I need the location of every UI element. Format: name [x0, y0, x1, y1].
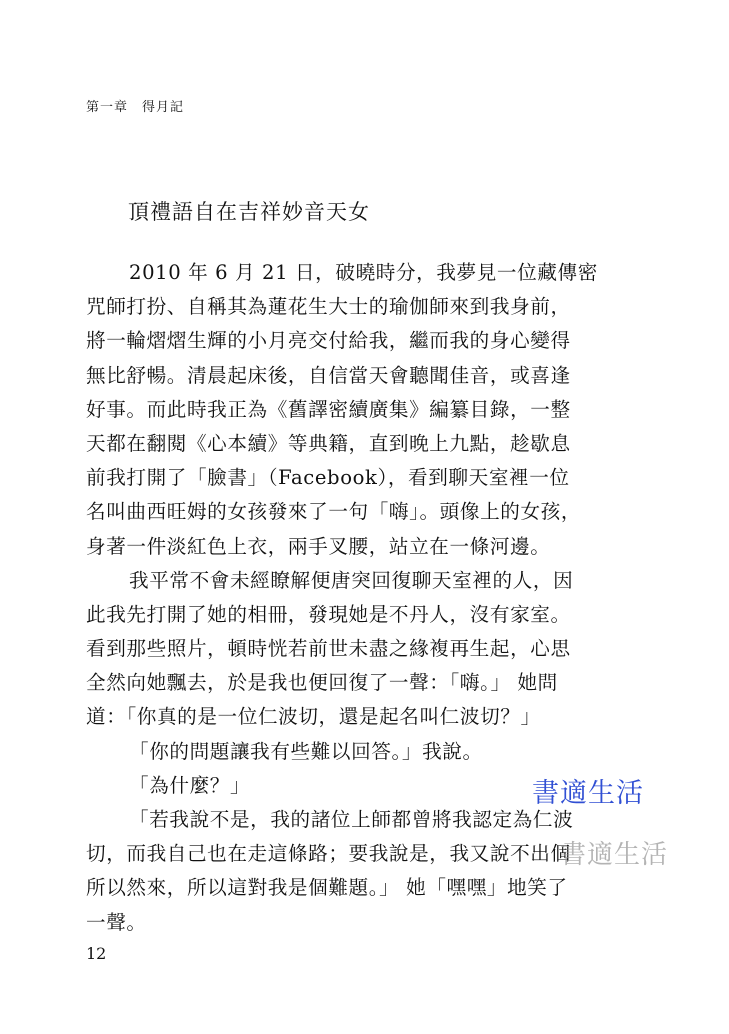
text-line: 身著一件淡紅色上衣，兩手叉腰，站立在一條河邊。	[86, 534, 551, 558]
text-line: 一聲。	[86, 910, 147, 934]
text-line: 「若我說不是，我的諸位上師都曾將我認定為仁波	[129, 808, 574, 831]
text-line: 看到那些照片，頓時恍若前世未盡之緣複再生起，心思	[86, 637, 571, 661]
text-line: 我平常不會未經瞭解便唐突回復聊天室裡的人，因	[129, 568, 574, 592]
text-line: 此我先打開了她的相冊，發現她是不丹人，沒有家室。	[86, 602, 571, 626]
text-line: 名叫曲西旺姆的女孩發來了一句「嗨」。頭像上的女孩，	[86, 500, 582, 524]
text-line: 「為什麼？」	[129, 773, 251, 797]
running-header	[86, 96, 184, 115]
text-line: 前我打開了「臉書」（Facebook），看到聊天室裡一位	[86, 466, 570, 490]
text-line: 天都在翻閱《心本續》等典籍，直到晚上九點，趁歇息	[86, 431, 571, 455]
chapter-number: 第一章	[86, 100, 129, 115]
watermark-secondary: 書適生活	[560, 840, 669, 870]
text-line: 全然向她飄去，於是我也便回復了一聲：「嗨。」 她問	[86, 671, 558, 695]
chapter-title: 得月記	[142, 100, 185, 115]
text-line: 2010 年 6 月 21 日，破曉時分，我夢見一位藏傳密	[129, 261, 598, 284]
text-line: 無比舒暢。清晨起床後，自信當天會聽聞佳音，或喜逢	[86, 363, 571, 387]
section-title: 頂禮語自在吉祥妙音天女	[128, 200, 370, 224]
page-number: 12	[86, 944, 107, 963]
watermark-primary: 書適生活	[532, 778, 644, 809]
text-line: 好事。而此時我正為《舊譯密續廣集》編纂目錄，一整	[86, 397, 571, 421]
text-line: 咒師打扮、自稱其為蓮花生大士的瑜伽師來到我身前，	[86, 295, 571, 319]
text-line: 所以然來，所以這對我是個難題。」 她「嘿嘿」地笑了	[86, 876, 568, 900]
text-line: 「你的問題讓我有些難以回答。」我說。	[129, 739, 483, 763]
text-line: 切，而我自己也在走這條路；要我說是，我又說不出個	[86, 842, 571, 866]
text-line: 道：「你真的是一位仁波切，還是起名叫仁波切？」	[86, 705, 541, 729]
text-line: 將一輪熠熠生輝的小月亮交付給我，繼而我的身心變得	[86, 329, 571, 353]
